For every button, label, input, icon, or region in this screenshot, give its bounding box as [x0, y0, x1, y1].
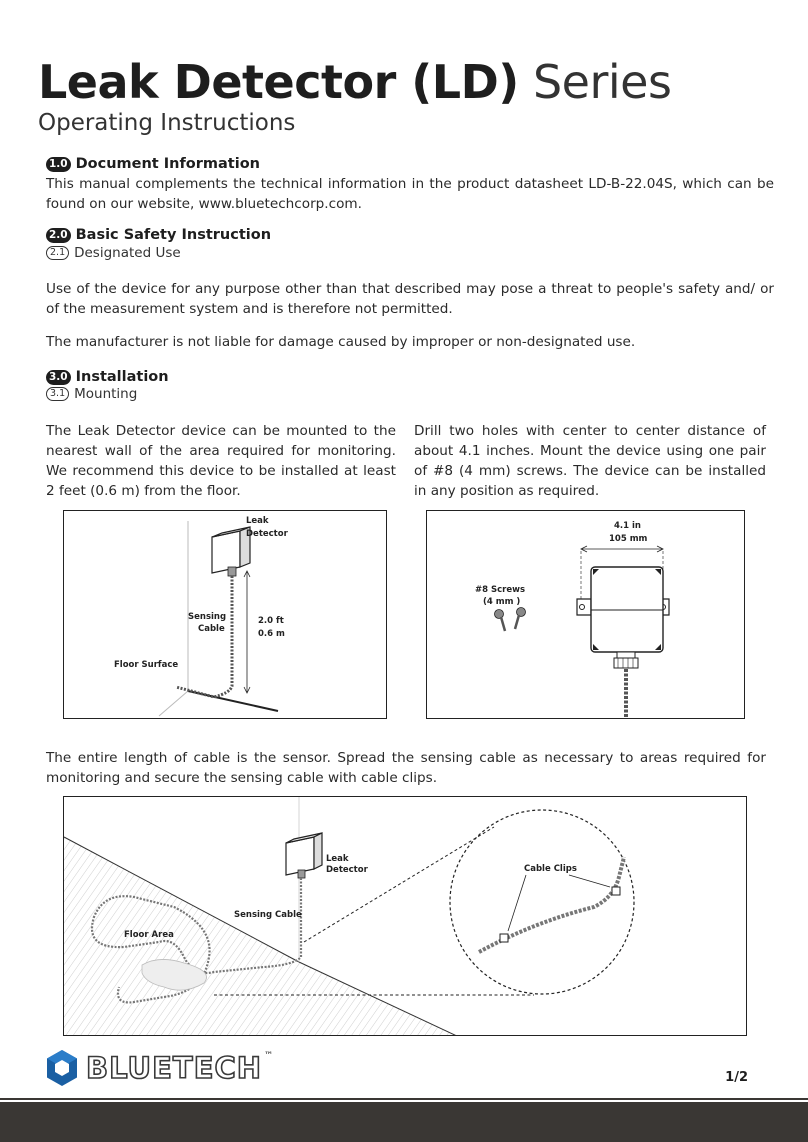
page-subtitle: Operating Instructions [38, 110, 296, 136]
designated-use-text: Use of the device for any purpose other than that described may pose a threat to people's safety and/ or of the measurement system and is therefore not permitted. [46, 281, 774, 317]
section-number-badge: 1.0 [46, 157, 71, 172]
document-info-text: This manual complements the technical information in the product datasheet LD-B-22.04S, which can be found on our website, www.bluetechcorp.com. [46, 176, 774, 212]
figure-hole-spacing [426, 510, 745, 719]
leak-detector-device-icon [286, 833, 322, 878]
label-distance-mm: 105 mm [609, 534, 648, 544]
label-screws-size: (4 mm ) [483, 597, 521, 607]
leak-detector-device-icon [212, 527, 250, 576]
detail-zoom-circle [450, 810, 634, 994]
section-number-badge: 3.0 [46, 370, 71, 385]
bluetech-logo [44, 1048, 274, 1088]
figure-cable-layout-drawing [64, 797, 747, 1036]
label-leak: Leak [246, 516, 269, 526]
footer-divider [0, 1098, 808, 1100]
label-leak: Leak [326, 854, 349, 864]
subsection-title: Designated Use [74, 245, 181, 261]
title-bold: Leak Detector (LD) [38, 55, 519, 109]
title-light: Series [532, 55, 672, 109]
label-sensing: Sensing [188, 612, 227, 622]
figure-cable-layout [63, 796, 747, 1036]
mounting-text-left: The Leak Detector device can be mounted to the nearest wall of the area required for monitoring. We recommend this device to be installed at least 2 feet (0.6 m) from the floor. [46, 423, 396, 499]
section-title: Basic Safety Instruction [75, 227, 272, 243]
label-distance-in: 4.1 in [614, 521, 641, 531]
label-screws: #8 Screws [475, 585, 526, 595]
section-heading-installation [46, 369, 169, 385]
section-heading-document-information [46, 156, 260, 172]
section-number-badge: 2.0 [46, 228, 71, 243]
screw-icon [495, 610, 506, 632]
figure-mount-height [63, 510, 387, 719]
label-detector: Detector [326, 865, 368, 875]
device-front-view-icon [577, 567, 669, 668]
cable-clip-icon [612, 887, 620, 895]
cable-clip-icon [500, 934, 508, 942]
cable-text: The entire length of cable is the sensor. Spread the sensing cable as necessary to areas required for monitoring and secure the sensing cable with cable clips. [46, 750, 766, 786]
subsection-heading-designated-use [46, 245, 181, 261]
liability-text: The manufacturer is not liable for damage caused by improper or non-designated use. [46, 334, 636, 350]
subsection-number-badge: 3.1 [46, 387, 69, 401]
subsection-heading-mounting [46, 386, 137, 402]
label-floor-area: Floor Area [124, 930, 174, 940]
label-height-m: 0.6 m [258, 629, 285, 639]
section-title: Document Information [75, 156, 260, 172]
label-detector: Detector [246, 529, 288, 539]
section-heading-basic-safety [46, 227, 271, 243]
screw-icon [515, 608, 526, 630]
label-floor-surface: Floor Surface [114, 660, 179, 670]
subsection-number-badge: 2.1 [46, 246, 69, 260]
mounting-text-right: Drill two holes with center to center distance of about 4.1 inches. Mount the device using one pair of #8 (4 mm) screws. The device can be installed in any position as required. [414, 423, 766, 499]
label-sensing-cable: Sensing Cable [234, 910, 302, 920]
page-title [38, 54, 671, 110]
bluetech-wordmark: BLUETECH ™ [86, 1051, 275, 1085]
label-cable: Cable [198, 624, 225, 634]
sensing-cable-line [176, 576, 232, 697]
footer-bar [0, 1102, 808, 1142]
bluetech-hexagon-icon [44, 1048, 80, 1088]
figure-hole-spacing-drawing [427, 511, 745, 719]
label-height-ft: 2.0 ft [258, 616, 284, 626]
page-number: 1/2 [725, 1070, 748, 1085]
subsection-title: Mounting [74, 386, 138, 402]
label-cable-clips: Cable Clips [524, 864, 577, 874]
figure-mount-height-drawing [64, 511, 387, 719]
section-title: Installation [75, 369, 169, 385]
